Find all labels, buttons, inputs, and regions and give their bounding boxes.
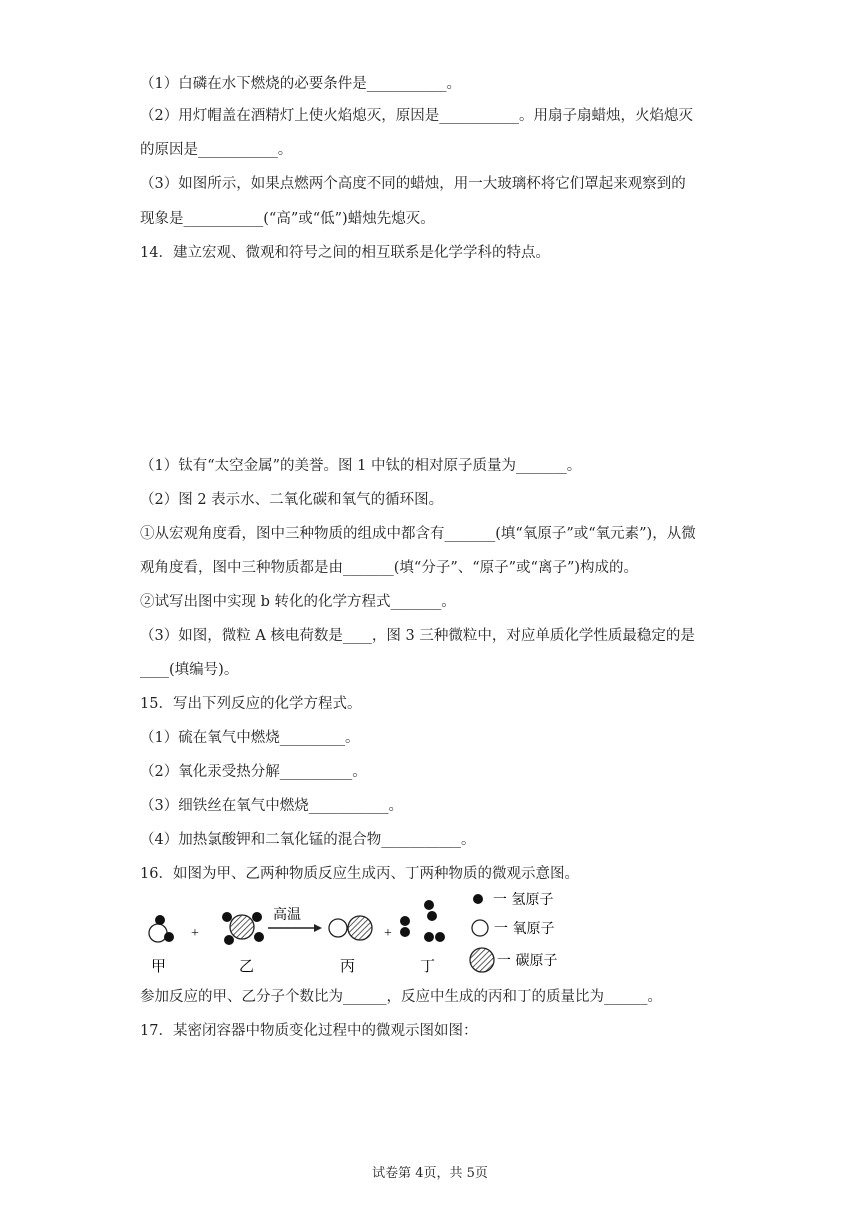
q16-title: 16．如图为甲、乙两种物质反应生成丙、丁两种物质的微观示意图。 — [140, 866, 579, 882]
plus-2: + — [384, 926, 392, 941]
q15-item-4: （4）加热氯酸钾和二氧化锰的混合物___________。 — [140, 832, 476, 848]
q14-title: 14．建立宏观、微观和符号之间的相互联系是化学学科的特点。 — [140, 245, 550, 261]
label-bing: 丙 — [340, 957, 356, 975]
q14-part3-line2: ____(填编号)。 — [140, 662, 239, 678]
q14-figures — [0, 265, 860, 445]
q14-part2-1-line1: ①从宏观角度看，图中三种物质的组成中都含有_______(填“氧原子”或“氧元素”)，从微 — [140, 526, 696, 542]
jia-molecule — [149, 915, 174, 942]
bing-molecule — [329, 916, 372, 940]
plus-1: + — [191, 926, 199, 941]
page-footer: 试卷第 4页，共 5页 — [372, 1166, 488, 1181]
q14-part3-line1: （3）如图，微粒 A 核电荷数是____，图 3 三种微粒中，对应单质化学性质最稳定的是 — [140, 628, 695, 644]
q13-part2-line2: 的原因是___________。 — [140, 142, 293, 158]
q13-part1: （1）白磷在水下燃烧的必要条件是___________。 — [140, 76, 461, 92]
legend-o-symbol — [472, 920, 488, 936]
legend — [470, 892, 557, 972]
label-yi: 乙 — [239, 957, 255, 975]
legend-carbon: 一 碳原子 — [497, 953, 558, 969]
q16-reaction-diagram — [0, 885, 860, 995]
q15-title: 15．写出下列反应的化学方程式。 — [140, 696, 362, 712]
q14-part2: （2）图 2 表示水、二氧化碳和氧气的循环图。 — [140, 492, 444, 508]
legend-h-symbol — [473, 894, 483, 904]
label-ding: 丁 — [420, 957, 436, 975]
q16-question: 参加反应的甲、乙分子个数比为______，反应中生成的丙和丁的质量比为______。 — [140, 989, 662, 1005]
q13-part3-line1: （3）如图所示，如果点燃两个高度不同的蜡烛，用一大玻璃杯将它们罩起来观察到的 — [140, 176, 686, 192]
q14-part2-2: ②试写出图中实现 b 转化的化学方程式_______。 — [140, 594, 456, 610]
label-jia: 甲 — [151, 957, 167, 975]
q15-item-1: （1）硫在氧气中燃烧_________。 — [140, 730, 360, 746]
legend-hydrogen: 一 氢原子 — [493, 892, 554, 908]
reaction-arrowhead — [314, 924, 322, 932]
legend-oxygen: 一 氧原子 — [494, 921, 555, 937]
q17-title: 17．某密闭容器中物质变化过程中的微观示图如图： — [140, 1023, 478, 1039]
ding-molecules — [400, 900, 445, 942]
q15-item-3: （3）细铁丝在氧气中燃烧___________。 — [140, 798, 403, 814]
legend-c-symbol — [470, 948, 494, 972]
q13-part3-line2: 现象是___________(“高”或“低”)蜡烛先熄灭。 — [140, 211, 435, 227]
condition-label: 高温 — [273, 907, 301, 923]
q14-part2-1-line2: 观角度看，图中三种物质都是由_______(填“分子”、“原子”或“离子”)构成的。 — [140, 560, 639, 576]
q13-part2-line1: （2）用灯帽盖在酒精灯上使火焰熄灭，原因是___________。用扇子扇蜡烛，火焰熄灭 — [140, 108, 693, 124]
yi-molecule — [222, 912, 264, 945]
q15-item-2: （2）氧化汞受热分解__________。 — [140, 764, 367, 780]
q14-part1: （1）钛有“太空金属”的美誉。图 1 中钛的相对原子质量为_______。 — [140, 458, 582, 474]
